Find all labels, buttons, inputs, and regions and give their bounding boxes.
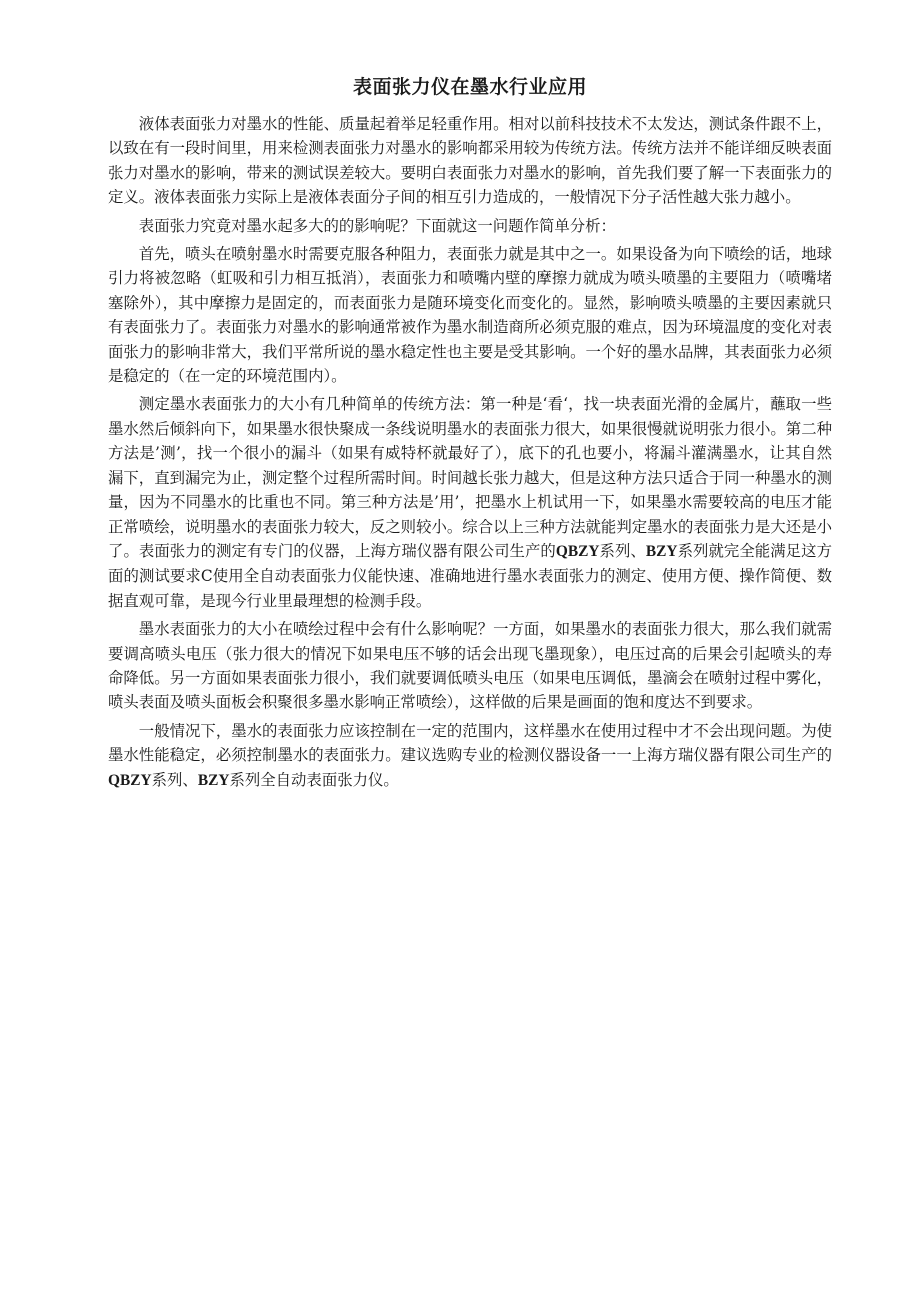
paragraph-text: 系列、 [151, 770, 198, 789]
paragraph-text: 系列、 [599, 541, 646, 560]
paragraph-question [108, 214, 832, 238]
paragraph-text: 液体表面张力对墨水的性能、质量起着举足轻重作用。相对以前科技技术不太发达，测试条件跟不上，以致在有一段时间里，用来检测表面张力对墨水的影响都采用较为传统方法。传统方法并不能详细反映表面张力对墨水的影响，带来的测试误差较大。要明白表面张力对墨水的影响，首先我们要了解一下表面张力的定义。液体表面张力实际上是液体表面分子间的相互引力造成的，一般情况下分子活性越大张力越小。 [108, 115, 832, 207]
paragraph-text: 系列全自动表面张力仪。 [229, 770, 399, 789]
paragraph-text: 表面张力究竟对墨水起多大的的影响呢？下面就这一问题作简单分析： [138, 216, 616, 235]
document-title: 表面张力仪在墨水行业应用 [352, 76, 587, 98]
paragraph-intro [108, 112, 832, 210]
product-series-qbzy: QBZY [108, 771, 152, 789]
paragraph-recommendation [108, 719, 832, 793]
paragraph-measurement-methods [108, 392, 832, 613]
paragraph-text: 测定墨水表面张力的大小有几种简单的传统方法：第一种是‘看‘，找一块表面光滑的金属片，蘸取一些墨水然后倾斜向下，如果墨水很快聚成一条线说明墨水的表面张力很大，如果很慢就说明张力很小。第二种方法是’测’，找一个很小的漏斗（如果有威特杯就最好了），底下的孔也要小，将漏斗灌满墨水，让其自然漏下，直到漏完为止，测定整个过程所需时间。时间越长张力越大，但是这种方法只适合于同一种墨水的测量，因为不同墨水的比重也不同。第三种方法是’用’，把墨水上机试用一下，如果墨水需要较高的电压才能正常喷绘，说明墨水的表面张力较大，反之则较小。综合以上三种方法就能判定墨水的表面张力是大还是小了。表面张力的测定有专门的仪器，上海方瑞仪器有限公司生产的 [108, 395, 832, 560]
paragraph-nozzle-resistance [108, 242, 832, 388]
paragraph-printing-effects [108, 617, 832, 715]
product-series-qbzy: QBZY [555, 542, 600, 560]
product-series-bzy: BZY [197, 771, 230, 789]
product-series-bzy: BZY [645, 542, 678, 560]
paragraph-text: 一般情况下，墨水的表面张力应该控制在一定的范围内，这样墨水在使用过程中才不会出现问题。为使墨水性能稳定，必须控制墨水的表面张力。建议选购专业的检测仪器设备一一上海方瑞仪器有限公司生产的 [108, 721, 832, 765]
paragraph-text: 墨水表面张力的大小在喷绘过程中会有什么影响呢？一方面，如果墨水的表面张力很大，那么我们就需要调高喷头电压（张力很大的情况下如果电压不够的话会出现飞墨现象），电压过高的后果会引起喷头的寿命降低。另一方面如果表面张力很小，我们就要调低喷头电压（如果电压调低，墨滴会在喷射过程中雾化，喷头表面及喷头面板会积聚很多墨水影响正常喷绘），这样做的后果是画面的饱和度达不到要求。 [108, 620, 832, 712]
document-page [108, 72, 832, 793]
paragraph-text: 系列就完全能满足这方面的测试要求C使用全自动表面张力仪能快速、准确地进行墨水表面张力的测定、使用方便、操作简便、数据直观可靠，是现今行业里最理想的检测手段。 [108, 541, 832, 610]
paragraph-text: 首先，喷头在喷射墨水时需要克服各种阻力，表面张力就是其中之一。如果设备为向下喷绘的话，地球引力将被忽略（虹吸和引力相互抵消），表面张力和喷嘴内壁的摩擦力就成为喷头喷墨的主要阻力（喷嘴堵塞除外），其中摩擦力是固定的，而表面张力是随环境变化而变化的。显然，影响喷头喷墨的主要因素就只有表面张力了。表面张力对墨水的影响通常被作为墨水制造商所必须克服的难点，因为环境温度的变化对表面张力的影响非常大，我们平常所说的墨水稳定性也主要是受其影响。一个好的墨水品牌，其表面张力必须是稳定的（在一定的环境范围内）。 [108, 245, 832, 386]
